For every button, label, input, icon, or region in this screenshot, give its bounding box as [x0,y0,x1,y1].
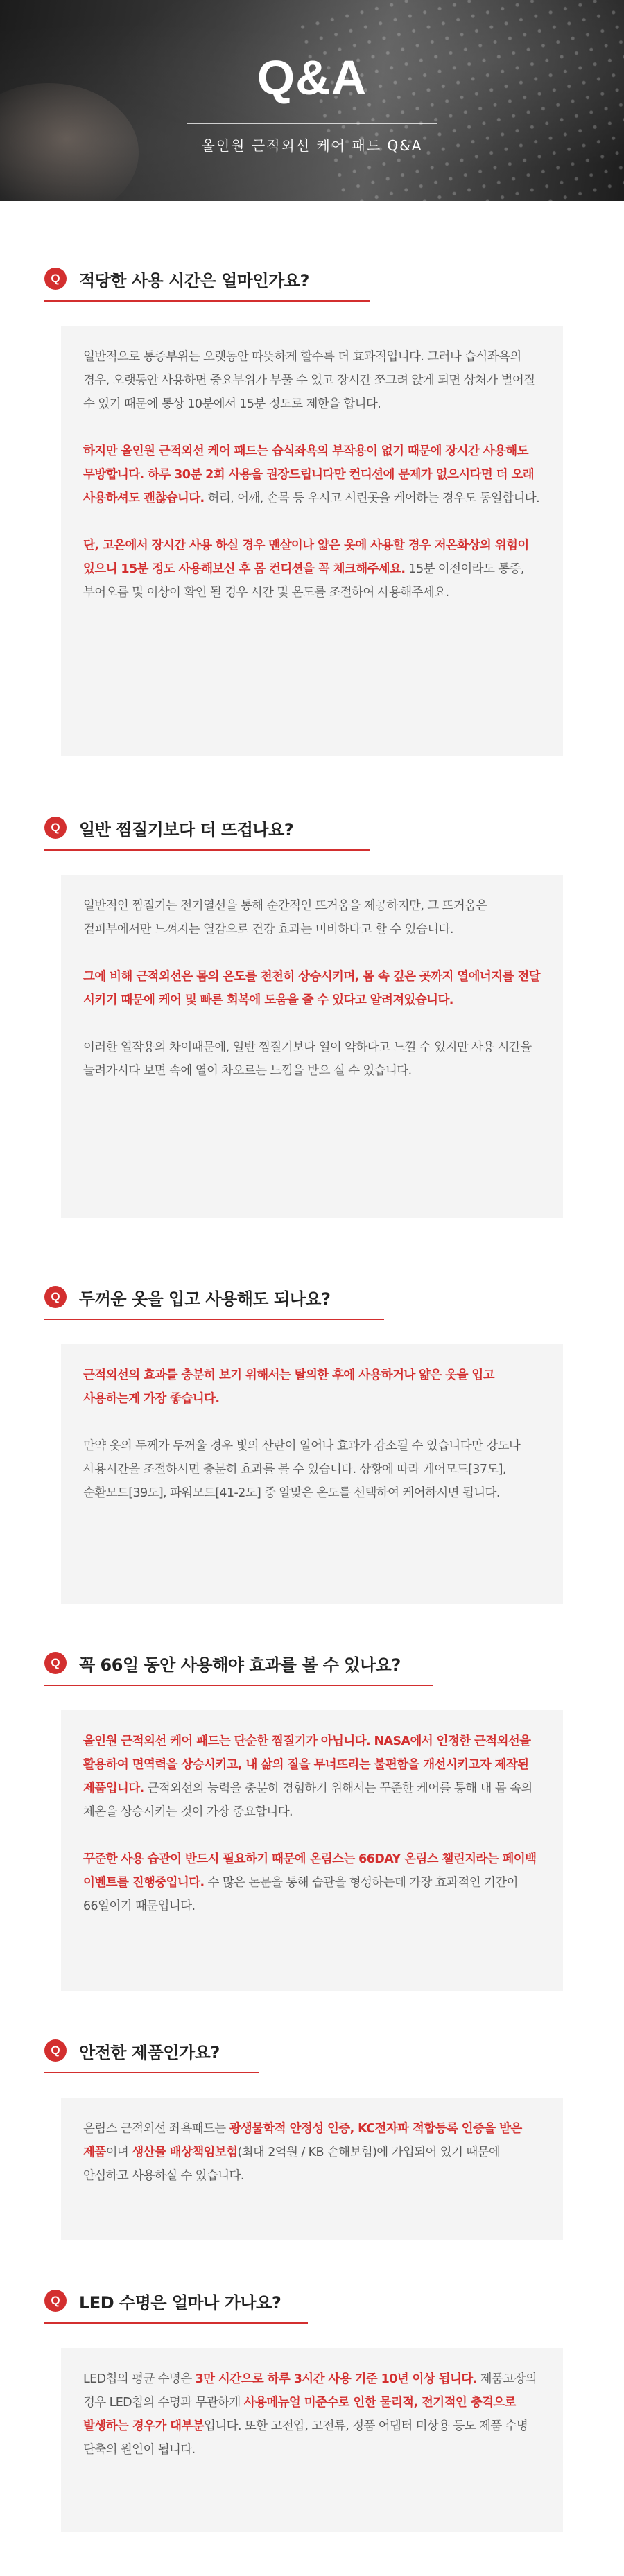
answer-paragraph [83,965,541,1012]
q-badge-icon: Q [44,1652,67,1674]
highlight-text: 3만 시간으로 하루 3시간 사용 기준 10년 이상 됩니다. [195,2372,477,2386]
question-underline [44,849,370,851]
body-text: 이러한 열작용의 차이때문에, 일반 찜질기보다 열이 약하다고 느낄 수 있지만 사용 시간을 늘려가시다 보면 속에 열이 차오르는 느낌을 받으 실 수 있습니다. [83,1041,532,1078]
question-row [44,1644,401,1682]
answer-paragraph [83,894,541,941]
highlight-text: 사용메뉴얼 미준수로 인한 물리적, 전기적인 충격으로 발생하는 경우가 대부분 [83,2396,516,2433]
answer-box [61,326,563,756]
answer-paragraph [83,534,541,604]
body-text: 수 많은 논문을 통해 습관을 형성하는데 가장 효과적인 기간이 66일이기 때문입니다. [83,1876,518,1913]
question-text: 두꺼운 옷을 입고 사용해도 되나요? [79,1289,331,1309]
body-text: 근적외선의 능력을 충분히 경험하기 위해서는 꾸준한 케어를 통해 내 몸 속의 체온을 상승시키는 것이 가장 중요합니다. [83,1782,532,1819]
body-text: 15분 이전이라도 통증, 부어오름 및 이상이 확인 될 경우 시간 및 온도를 조절하여 사용해주세요. [83,562,524,600]
highlight-text: 꾸준한 사용 습관이 반드시 필요하기 때문에 온림스는 66DAY 온림스 챌린지라는 페이백 이벤트를 진행중입니다. [83,1852,537,1890]
answer-paragraph [83,440,541,510]
question-text: 적당한 사용 시간은 얼마인가요? [79,270,309,290]
body-text: 일반적인 찜질기는 전기열선을 통해 순간적인 뜨거움을 제공하지만, 그 뜨거움은 겉피부에서만 느껴지는 열감으로 건강 효과는 미비하다고 할 수 있습니다. [83,899,487,937]
highlight-text: 하지만 올인원 근적외선 케어 패드는 습식좌욕의 부작용이 없기 때문에 장시간 사용해도 무방합니다. 하루 30분 2회 사용을 권장드립니다만 컨디션에 문제가 없으시다면 더 오래 사용하셔도 괜찮습니다. [83,444,535,505]
body-text: (최대 2억원 / KB 손해보험)에 가입되어 있기 때문에 안심하고 사용하실 수 있습니다. [83,2146,501,2183]
question-underline [44,2072,259,2073]
q-badge-icon: Q [44,817,67,839]
answer-box [61,1710,563,1991]
body-text: 만약 옷의 두께가 두꺼울 경우 빛의 산란이 일어나 효과가 감소될 수 있습니다만 강도나 사용시간을 조절하시면 충분히 효과를 볼 수 있습니다. 상황에 따라 케어모드[37도], 순환모드[39도], 파워모드[41-2도] 중 알맞은 온도를 선택하여 케어하시면 됩니다. [83,1439,521,1500]
question-underline [44,1685,433,1686]
body-text: 입니다. 또한 고전압, 고전류, 정품 어댑터 미상용 등도 제품 수명 단축의 원인이 됩니다. [83,2419,528,2457]
hero-banner [0,0,624,201]
answer-paragraph [83,2367,541,2462]
highlight-text: 단, 고온에서 장시간 사용 하실 경우 맨살이나 얇은 옷에 사용할 경우 저온화상의 위험이 있으니 15분 정도 사용해보신 후 몸 컨디션을 꼭 체크해주세요. [83,539,529,576]
question-row [44,2032,220,2069]
question-underline [44,2322,308,2324]
q-badge-icon: Q [44,1286,67,1308]
highlight-text: 그에 비해 근적외선은 몸의 온도를 천천히 상승시키며, 몸 속 깊은 곳까지 열에너지를 전달 시키기 때문에 케어 및 빠른 회복에 도움을 줄 수 있다고 알려져있습니다. [83,970,540,1007]
q-badge-icon: Q [44,2039,67,2062]
question-row [44,1278,330,1316]
body-text: 일반적으로 통증부위는 오랫동안 따뜻하게 할수록 더 효과적입니다. 그러나 습식좌욕의 경우, 오랫동안 사용하면 중요부위가 부풀 수 있고 장시간 쪼그려 앉게 되면 상처가 벌어질 수 있기 때문에 통상 10분에서 15분 정도로 제한을 합니다. [83,350,535,411]
question-underline [44,1319,384,1320]
q-badge-icon: Q [44,268,67,290]
page-subtitle: 올인원 근적외선 케어 패드 Q&A [201,137,423,154]
answer-box [61,2098,563,2240]
hero-divider [187,123,437,124]
highlight-text: 광생물학적 안정성 인증, KC전자파 적합등록 인증을 받은 제품 [83,2122,522,2159]
answer-paragraph [83,345,541,416]
body-text: 이며 [105,2146,132,2159]
highlight-text: 생산물 배상책임보험 [132,2146,238,2159]
question-underline [44,300,370,302]
body-text: 온림스 근적외선 좌욕패드는 [83,2122,229,2136]
page-title: Q&A [257,51,367,105]
answer-paragraph [83,1730,541,1824]
answer-paragraph [83,1434,541,1505]
question-row [44,809,293,846]
answer-paragraph [83,1364,541,1411]
question-text: 꼭 66일 동안 사용해야 효과를 볼 수 있나요? [79,1655,401,1675]
highlight-text: 근적외선의 효과를 충분히 보기 위해서는 탈의한 후에 사용하거나 얇은 옷을 입고 사용하는게 가장 좋습니다. [83,1368,494,1406]
answer-box [61,1344,563,1604]
highlight-text: 올인원 근적외선 케어 패드는 단순한 찜질기가 아닙니다. NASA에서 인정한 근적외선을 활용하여 면역력을 상승시키고, 내 삶의 질을 무너뜨리는 불편함을 개선시키고자 제작된 제품입니다. [83,1734,531,1795]
question-row [44,260,309,297]
body-text: 제품고장의 경우 LED칩의 수명과 무관하게 [83,2372,537,2410]
q-badge-icon: Q [44,2290,67,2312]
answer-paragraph [83,1847,541,1918]
body-text: 허리, 어깨, 손목 등 우시고 시린곳을 케어하는 경우도 동일합니다. [204,491,540,505]
answer-paragraph [83,2117,541,2188]
answer-box [61,2348,563,2532]
question-text: 안전한 제품인가요? [79,2042,220,2062]
question-text: LED 수명은 얼마나 가나요? [79,2292,281,2313]
answer-paragraph [83,1036,541,1083]
answer-box [61,875,563,1218]
question-text: 일반 찜질기보다 더 뜨겁나요? [79,819,294,839]
body-text: LED칩의 평균 수명은 [83,2372,196,2386]
question-row [44,2282,281,2320]
